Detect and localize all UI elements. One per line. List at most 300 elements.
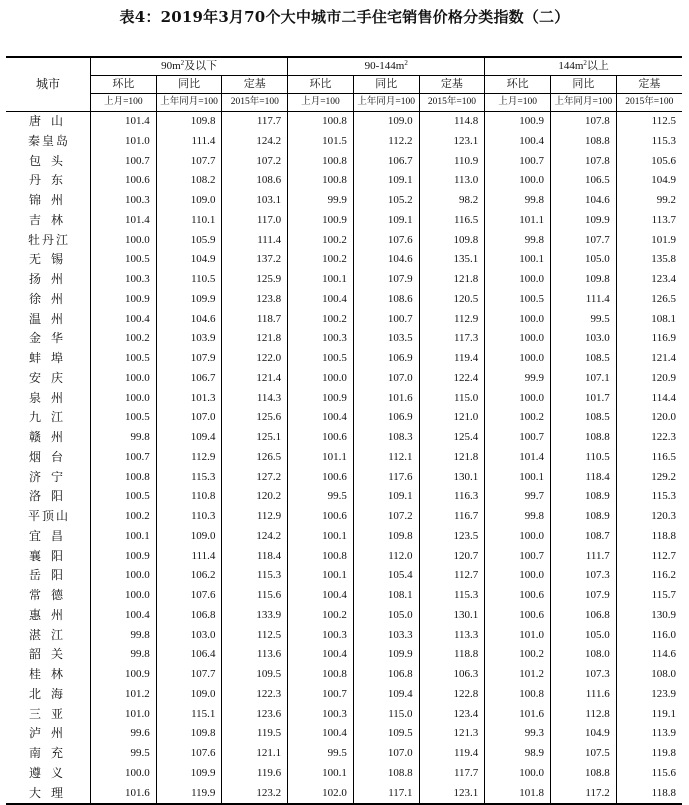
table-row [6,606,682,626]
index-value: 106.5 [551,171,617,191]
index-value: 100.6 [485,586,551,606]
table-row [6,468,682,488]
index-value: 100.4 [288,408,354,428]
index-value: 100.5 [91,408,157,428]
index-value: 100.0 [485,329,551,349]
index-value: 99.7 [485,487,551,507]
index-value: 120.5 [419,290,485,310]
city-name: 九江 [29,410,74,425]
index-value: 107.6 [156,586,222,606]
index-value: 112.9 [419,310,485,330]
sub-header-yoy: 同比 [551,76,617,94]
index-value: 125.9 [222,270,288,290]
index-value: 121.4 [222,369,288,389]
index-value: 122.0 [222,349,288,369]
index-value: 107.9 [551,586,617,606]
index-value: 108.3 [353,428,419,448]
index-value: 104.6 [551,191,617,211]
city-name: 唐山 [29,114,74,128]
index-value: 126.5 [616,290,682,310]
index-value: 111.4 [156,547,222,567]
index-value: 101.7 [551,389,617,409]
table-row [6,547,682,567]
index-value: 121.8 [419,270,485,290]
index-value: 99.9 [485,369,551,389]
index-value: 100.0 [485,389,551,409]
city-name: 大理 [6,784,91,805]
city-name: 包头 [29,153,74,168]
index-value: 112.7 [419,566,485,586]
index-value: 100.1 [288,566,354,586]
index-value: 107.2 [222,152,288,172]
index-value: 100.4 [288,586,354,606]
index-value: 112.9 [156,448,222,468]
index-value: 100.4 [288,645,354,665]
table-row [6,626,682,646]
index-value: 110.9 [419,152,485,172]
index-value: 109.8 [156,724,222,744]
table-row [6,112,682,132]
index-value: 100.2 [288,606,354,626]
index-value: 106.9 [353,408,419,428]
city-name: 惠州 [29,607,74,622]
index-value: 115.3 [616,132,682,152]
index-value: 112.2 [353,132,419,152]
index-value: 100.8 [485,685,551,705]
index-value: 106.3 [419,665,485,685]
index-value: 108.0 [616,665,682,685]
index-value: 99.5 [288,744,354,764]
table-row [6,645,682,665]
index-value: 107.3 [551,665,617,685]
base-header-prev-year: 上年同月=100 [551,94,617,112]
index-value: 100.1 [91,527,157,547]
index-value: 109.8 [156,112,222,132]
index-value: 115.3 [419,586,485,606]
index-value: 108.8 [353,764,419,784]
index-value: 117.7 [222,112,288,132]
table-row [6,290,682,310]
index-value: 107.9 [353,270,419,290]
index-value: 108.8 [551,764,617,784]
index-value: 106.2 [156,566,222,586]
index-value: 99.8 [91,428,157,448]
city-name: 襄阳 [29,548,74,563]
index-value: 119.4 [419,744,485,764]
city-name: 无锡 [29,252,74,267]
index-value: 100.9 [91,665,157,685]
index-value: 109.0 [156,527,222,547]
index-value: 120.3 [616,507,682,527]
index-value: 100.8 [288,171,354,191]
index-value: 100.0 [91,369,157,389]
index-value: 101.2 [91,685,157,705]
index-value: 116.5 [616,448,682,468]
index-value: 116.5 [419,211,485,231]
index-value: 104.9 [616,171,682,191]
city-name: 济宁 [29,469,74,484]
index-value: 123.6 [222,705,288,725]
index-value: 115.0 [419,389,485,409]
index-value: 118.4 [222,547,288,567]
group-header-large: $144m^2$以上 [485,57,682,76]
index-value: 100.1 [288,527,354,547]
base-header-prev-year: 上年同月=100 [353,94,419,112]
index-value: 100.2 [288,231,354,251]
city-name: 扬州 [29,272,74,286]
index-value: 100.0 [91,764,157,784]
index-value: 108.8 [551,428,617,448]
index-value: 119.9 [156,784,222,805]
table-row [6,487,682,507]
index-value: 115.7 [616,586,682,606]
index-value: 107.9 [156,349,222,369]
sub-header-yoy: 同比 [156,76,222,94]
index-value: 100.4 [485,132,551,152]
index-value: 108.9 [551,507,617,527]
index-value: 107.7 [156,152,222,172]
index-value: 130.9 [616,606,682,626]
index-value: 100.5 [91,349,157,369]
city-name: 平顶山 [28,509,71,523]
index-value: 119.4 [419,349,485,369]
index-value: 100.7 [485,152,551,172]
index-value: 115.0 [353,705,419,725]
index-value: 116.0 [616,626,682,646]
index-value: 119.8 [616,744,682,764]
index-value: 108.5 [551,408,617,428]
index-value: 101.0 [91,705,157,725]
index-value: 101.4 [485,448,551,468]
index-value: 108.7 [551,527,617,547]
index-value: 119.1 [616,705,682,725]
index-value: 110.8 [156,487,222,507]
index-value: 120.7 [419,547,485,567]
index-value: 100.9 [91,547,157,567]
index-value: 123.9 [616,685,682,705]
index-value: 122.3 [222,685,288,705]
index-value: 126.5 [222,448,288,468]
index-value: 100.0 [288,369,354,389]
index-value: 104.6 [353,250,419,270]
index-value: 112.5 [616,112,682,132]
index-value: 109.5 [222,665,288,685]
index-value: 108.2 [156,171,222,191]
index-value: 100.8 [288,665,354,685]
index-value: 100.0 [485,171,551,191]
index-value: 100.5 [91,250,157,270]
index-value: 111.4 [156,132,222,152]
index-value: 106.7 [156,369,222,389]
index-value: 101.6 [485,705,551,725]
index-value: 113.9 [616,724,682,744]
city-name: 湛江 [29,627,74,642]
page-title: 表4：2019年3月70个大中城市二手住宅销售价格分类指数（二） [119,8,570,26]
city-name: 泉州 [29,390,74,405]
index-value: 109.4 [353,685,419,705]
index-value: 109.1 [353,211,419,231]
index-value: 100.0 [485,349,551,369]
index-value: 109.5 [353,724,419,744]
index-value: 116.2 [616,566,682,586]
table-row [6,566,682,586]
table-row [6,764,682,784]
index-value: 118.8 [616,784,682,805]
index-value: 110.3 [156,507,222,527]
index-value: 109.1 [353,487,419,507]
index-value: 112.1 [353,448,419,468]
sub-header-fixed-base: 定基 [419,76,485,94]
city-name: 徐州 [29,291,74,306]
index-value: 100.2 [485,645,551,665]
index-value: 112.8 [551,705,617,725]
index-value: 100.3 [288,329,354,349]
index-value: 100.0 [485,566,551,586]
city-name: 蚌埠 [29,351,74,365]
index-value: 107.7 [156,665,222,685]
index-value: 101.0 [485,626,551,646]
index-value: 108.0 [551,645,617,665]
table-row [6,586,682,606]
index-value: 100.1 [485,250,551,270]
index-value: 100.3 [288,705,354,725]
table-row [6,171,682,191]
index-value: 109.8 [551,270,617,290]
index-value: 109.9 [156,764,222,784]
index-value: 107.8 [551,112,617,132]
index-value: 101.8 [485,784,551,805]
index-value: 107.0 [156,408,222,428]
index-value: 99.5 [551,310,617,330]
table-row [6,448,682,468]
index-value: 124.2 [222,527,288,547]
table-body [6,112,682,805]
table-row [6,685,682,705]
index-value: 103.5 [353,329,419,349]
index-value: 119.6 [222,764,288,784]
index-value: 105.0 [353,606,419,626]
table-header [6,57,682,112]
index-value: 101.1 [485,211,551,231]
city-name: 锦州 [29,193,74,207]
index-value: 107.7 [551,231,617,251]
index-value: 135.1 [419,250,485,270]
index-value: 111.6 [551,685,617,705]
index-value: 105.0 [551,626,617,646]
index-value: 105.6 [616,152,682,172]
city-name: 安庆 [29,370,74,385]
index-value: 105.4 [353,566,419,586]
index-value: 101.9 [616,231,682,251]
index-value: 100.6 [485,606,551,626]
index-value: 108.8 [551,132,617,152]
city-name: 岳阳 [29,568,74,583]
index-value: 100.6 [288,507,354,527]
index-value: 114.8 [419,112,485,132]
index-value: 123.1 [419,132,485,152]
index-value: 100.1 [288,270,354,290]
index-value: 120.9 [616,369,682,389]
index-value: 100.7 [353,310,419,330]
index-value: 101.6 [91,784,157,805]
index-value: 117.0 [222,211,288,231]
sub-header-fixed-base: 定基 [222,76,288,94]
city-name: 韶关 [29,647,74,662]
index-value: 121.3 [419,724,485,744]
index-value: 103.3 [353,626,419,646]
index-value: 123.2 [222,784,288,805]
index-value: 111.4 [551,290,617,310]
index-value: 103.0 [551,329,617,349]
index-value: 100.7 [288,685,354,705]
index-value: 100.5 [485,290,551,310]
index-value: 127.2 [222,468,288,488]
index-value: 113.3 [419,626,485,646]
index-value: 100.1 [288,764,354,784]
index-value: 106.4 [156,645,222,665]
index-value: 120.2 [222,487,288,507]
index-value: 100.0 [485,764,551,784]
index-value: 116.9 [616,329,682,349]
index-value: 112.0 [353,547,419,567]
index-value: 101.6 [353,389,419,409]
base-header-2015: 2015年=100 [616,94,682,112]
index-value: 104.9 [156,250,222,270]
index-value: 106.8 [156,606,222,626]
index-value: 100.9 [485,112,551,132]
index-value: 108.1 [353,586,419,606]
index-value: 115.6 [222,586,288,606]
index-value: 100.8 [288,152,354,172]
base-header-prev-month: 上月=100 [485,94,551,112]
index-value: 116.3 [419,487,485,507]
index-value: 133.9 [222,606,288,626]
index-value: 122.3 [616,428,682,448]
table-row [6,191,682,211]
base-header-prev-year: 上年同月=100 [156,94,222,112]
index-value: 100.0 [91,231,157,251]
index-value: 100.3 [288,626,354,646]
index-value: 100.6 [288,428,354,448]
city-name: 南充 [29,746,74,760]
index-value: 118.7 [222,310,288,330]
table-row [6,152,682,172]
index-value: 100.2 [91,507,157,527]
index-value: 123.8 [222,290,288,310]
index-value: 123.4 [419,705,485,725]
index-value: 118.8 [616,527,682,547]
index-value: 135.8 [616,250,682,270]
city-name: 桂林 [29,667,74,681]
index-value: 100.7 [485,428,551,448]
index-value: 107.3 [551,566,617,586]
index-value: 98.9 [485,744,551,764]
table-row [6,369,682,389]
index-value: 107.0 [353,744,419,764]
index-value: 100.2 [485,408,551,428]
index-value: 121.4 [616,349,682,369]
index-value: 100.0 [485,310,551,330]
index-value: 115.1 [156,705,222,725]
index-value: 111.7 [551,547,617,567]
index-value: 122.8 [419,685,485,705]
index-value: 100.2 [288,250,354,270]
index-value: 101.0 [91,132,157,152]
index-value: 110.1 [156,211,222,231]
index-value: 118.4 [551,468,617,488]
index-value: 101.4 [91,112,157,132]
index-value: 98.2 [419,191,485,211]
sub-header-mom: 环比 [288,76,354,94]
index-value: 109.8 [419,231,485,251]
index-value: 122.4 [419,369,485,389]
sub-header-fixed-base: 定基 [616,76,682,94]
sub-header-mom: 环比 [91,76,157,94]
index-value: 100.8 [91,468,157,488]
index-value: 112.7 [616,547,682,567]
index-value: 109.1 [353,171,419,191]
index-value: 107.6 [156,744,222,764]
city-name: 秦皇岛 [28,133,71,148]
index-value: 109.0 [353,112,419,132]
table-row [6,211,682,231]
index-value: 137.2 [222,250,288,270]
index-value: 123.1 [419,784,485,805]
index-value: 100.0 [91,566,157,586]
city-name: 遵义 [29,765,74,780]
index-value: 114.4 [616,389,682,409]
index-value: 116.7 [419,507,485,527]
table-row [6,310,682,330]
index-value: 117.2 [551,784,617,805]
index-value: 114.3 [222,389,288,409]
index-value: 99.2 [616,191,682,211]
table-row [6,744,682,764]
index-value: 100.7 [485,547,551,567]
index-value: 100.3 [91,191,157,211]
index-value: 117.6 [353,468,419,488]
index-value: 109.8 [353,527,419,547]
index-value: 115.3 [616,487,682,507]
index-value: 99.6 [91,724,157,744]
table-row [6,270,682,290]
index-value: 100.4 [288,290,354,310]
price-index-table [6,56,682,805]
city-name: 温州 [29,311,74,326]
index-value: 129.2 [616,468,682,488]
index-value: 100.4 [91,606,157,626]
index-value: 100.3 [91,270,157,290]
index-value: 115.3 [222,566,288,586]
city-name: 吉林 [29,212,74,227]
index-value: 109.4 [156,428,222,448]
city-name: 丹东 [29,173,74,188]
index-value: 125.4 [419,428,485,448]
city-name: 北海 [29,686,74,701]
index-value: 123.5 [419,527,485,547]
index-value: 106.7 [353,152,419,172]
table-row [6,428,682,448]
index-value: 109.0 [156,685,222,705]
index-value: 124.2 [222,132,288,152]
index-value: 105.0 [551,250,617,270]
index-value: 100.7 [91,152,157,172]
index-value: 115.3 [156,468,222,488]
index-value: 106.8 [551,606,617,626]
index-value: 111.4 [222,231,288,251]
index-value: 99.3 [485,724,551,744]
city-name: 常德 [29,588,74,602]
